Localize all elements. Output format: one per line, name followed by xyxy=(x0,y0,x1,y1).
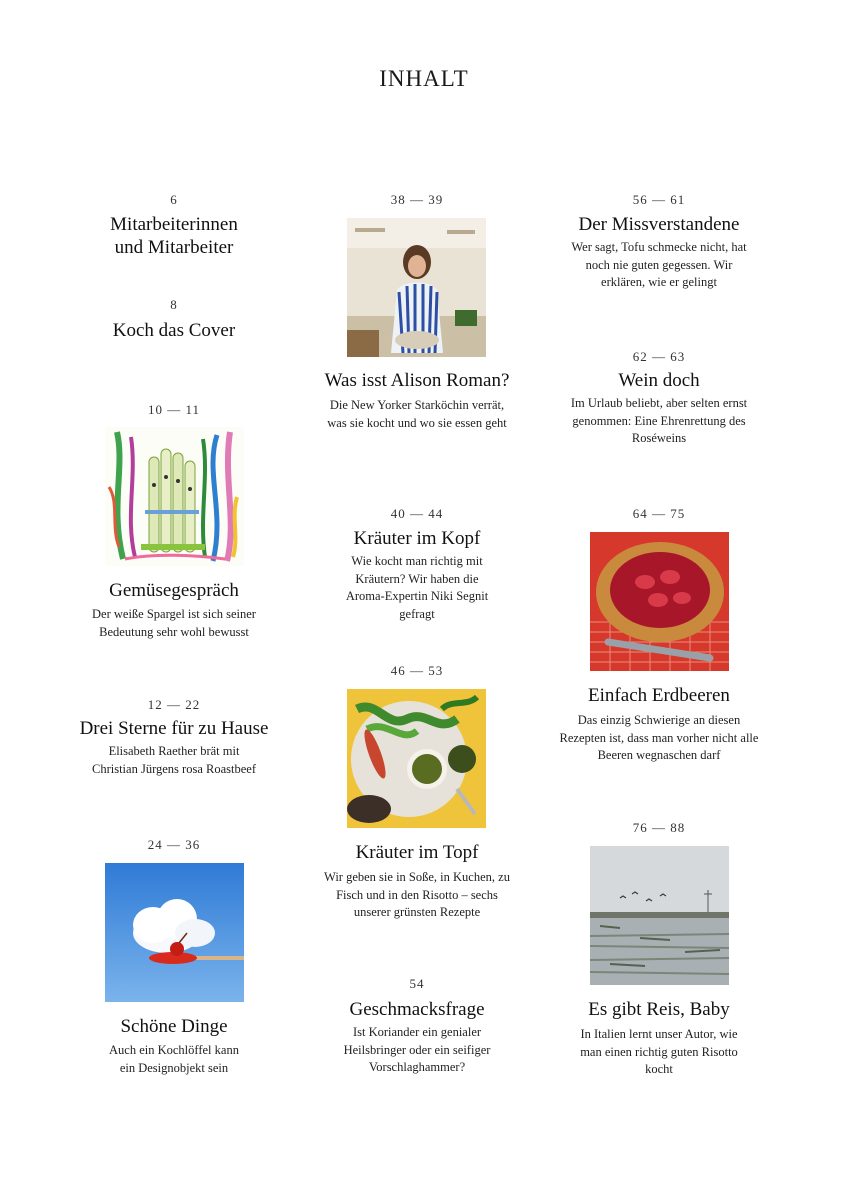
entry-heading: Der Missverstandene xyxy=(578,214,740,235)
entry-description: Wir geben sie in Soße, in Kuchen, zu Fisch und in den Risotto – sechs unserer grünsten Rezepte xyxy=(324,870,510,919)
toc-entry-contributors[interactable] xyxy=(54,192,294,259)
entry-description: Elisabeth Raether brät mit Christian Jürgens rosa Roastbeef xyxy=(92,744,256,776)
asparagus-illustration[interactable] xyxy=(105,427,244,566)
strawberry-galette-photo[interactable] xyxy=(590,532,729,671)
entry-heading: Schöne Dinge xyxy=(120,1016,228,1037)
toc-entry-schoene-dinge-pages xyxy=(54,837,294,853)
entry-heading: Drei Sterne für zu Hause xyxy=(79,718,269,739)
page-numbers: 10 — 11 xyxy=(147,402,201,417)
entry-heading: Es gibt Reis, Baby xyxy=(588,999,730,1020)
toc-entry-alison-roman[interactable] xyxy=(297,369,537,432)
entry-description: Wie kocht man richtig mit Kräutern? Wir haben die Aroma-Expertin Niki Segnit gefragt xyxy=(345,554,489,621)
toc-entry-drei-sterne[interactable] xyxy=(54,697,294,778)
toc-entry-wein-doch[interactable] xyxy=(539,349,779,448)
cloud-spoon-photo[interactable] xyxy=(105,863,244,1002)
toc-entry-koch-das-cover[interactable] xyxy=(54,297,294,342)
page-numbers: 46 — 53 xyxy=(390,663,444,678)
entry-heading: Geschmacksfrage xyxy=(349,999,485,1020)
entry-heading: Kräuter im Topf xyxy=(355,842,479,863)
page-numbers: 54 xyxy=(409,976,425,991)
toc-entry-kraeuter-im-topf[interactable] xyxy=(297,841,537,922)
page-numbers: 38 — 39 xyxy=(390,192,444,207)
toc-entry-reis[interactable] xyxy=(539,998,779,1079)
page-numbers: 24 — 36 xyxy=(147,837,201,852)
page-numbers: 6 xyxy=(170,192,178,207)
toc-entry-schoene-dinge[interactable] xyxy=(54,1015,294,1077)
page-title: INHALT xyxy=(379,66,469,91)
page-numbers: 8 xyxy=(170,297,178,312)
entry-heading: Gemüsegespräch xyxy=(109,580,239,601)
entry-description: Der weiße Spargel ist sich seiner Bedeutung sehr wohl bewusst xyxy=(92,607,256,639)
page-numbers: 40 — 44 xyxy=(390,506,444,521)
entry-description: Das einzig Schwierige an diesen Rezepten ist, dass man vorher nicht alle Beeren wegnaschen darf xyxy=(559,713,759,762)
page-numbers: 62 — 63 xyxy=(632,349,686,364)
toc-entry-kraeuter-im-topf-pages xyxy=(297,663,537,679)
entry-heading: Einfach Erdbeeren xyxy=(588,685,730,706)
entry-description: Ist Koriander ein genialer Heilsbringer oder ein seifiger Vorschlaghammer? xyxy=(343,1025,491,1074)
page-numbers: 64 — 75 xyxy=(632,506,686,521)
toc-entry-missverstandene[interactable] xyxy=(539,192,779,292)
toc-entry-gemuesegespraech[interactable] xyxy=(54,579,294,641)
page-numbers: 76 — 88 xyxy=(632,820,686,835)
toc-entry-erdbeeren[interactable] xyxy=(539,684,779,765)
entry-heading: Mitarbeiterinnen und Mitarbeiter xyxy=(110,214,238,258)
toc-entry-alison-roman-pages xyxy=(297,192,537,208)
entry-heading: Kräuter im Kopf xyxy=(353,528,481,549)
toc-entry-erdbeeren-pages xyxy=(539,506,779,522)
herbs-sauce-photo[interactable] xyxy=(347,689,486,828)
toc-entry-reis-pages xyxy=(539,820,779,836)
toc-entry-kraeuter-im-kopf[interactable] xyxy=(297,506,537,623)
entry-heading: Wein doch xyxy=(618,370,700,391)
entry-heading: Was isst Alison Roman? xyxy=(324,370,510,391)
entry-description: Im Urlaub beliebt, aber selten ernst genommen: Eine Ehrenrettung des Roséweins xyxy=(570,396,748,445)
page-numbers: 56 — 61 xyxy=(632,192,686,207)
alison-roman-photo[interactable] xyxy=(347,218,486,357)
toc-entry-geschmacksfrage[interactable] xyxy=(297,976,537,1077)
entry-heading: Koch das Cover xyxy=(112,320,236,341)
entry-description: Auch ein Kochlöffel kann ein Designobjekt sein xyxy=(109,1043,239,1075)
entry-description: Wer sagt, Tofu schmecke nicht, hat noch nie guten gegessen. Wir erklären, wie er gelingt xyxy=(571,240,747,289)
entry-description: In Italien lernt unser Autor, wie man einen richtig guten Risotto kocht xyxy=(580,1027,738,1076)
toc-entry-gemuesegespraech-pages xyxy=(54,402,294,418)
entry-description: Die New Yorker Starköchin verrät, was sie kocht und wo sie essen geht xyxy=(327,398,507,430)
page-numbers: 12 — 22 xyxy=(147,697,201,712)
rice-field-photo[interactable] xyxy=(590,846,729,985)
